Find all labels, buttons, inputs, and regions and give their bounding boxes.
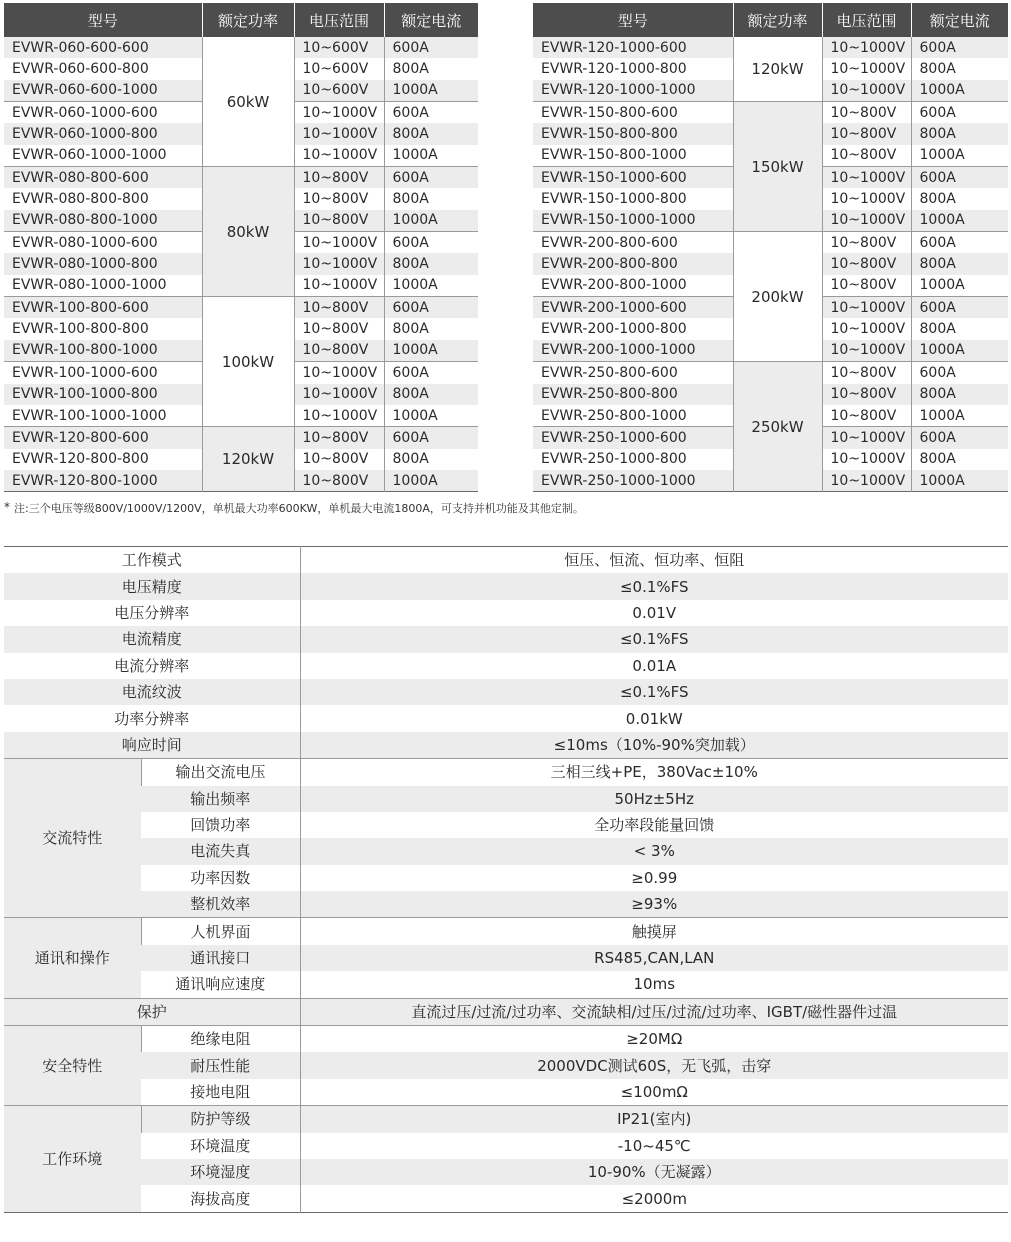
spec-sublabel: 环境温度 [190,1136,251,1155]
model-cell: EVWR-100-1000-600 [4,362,202,384]
header-rated-current: 额定电流 [384,3,478,37]
current-cell: 1000A [384,80,478,102]
voltage-cell: 10~1000V [294,145,384,167]
footnote-text: 注:三个电压等级800V/1000V/1200V，单机最大功率600KW，单机最大电流1800A，可支持并机功能及其他定制。 [14,502,584,515]
spec-row [4,1159,1008,1185]
spec-sublabel: 回馈功率 [190,816,251,835]
spec-row [4,759,1008,786]
voltage-cell: 10~600V [294,80,384,102]
spec-value: ≤0.1%FS [300,679,1008,705]
header-rated-power: 额定功率 [733,3,822,37]
spec-row [4,626,1008,652]
voltage-cell: 10~800V [294,188,384,209]
spec-sublabel: 海拔高度 [190,1189,251,1208]
spec-label: 响应时间 [4,732,300,759]
current-cell: 600A [911,427,1008,449]
spec-row [4,1052,1008,1078]
model-cell: EVWR-150-1000-800 [541,191,687,208]
spec-value: ≥93% [300,891,1008,918]
model-cell: EVWR-150-1000-600 [533,167,733,189]
current-cell: 800A [384,384,478,405]
spec-label-protect: 保护 [4,998,300,1025]
current-cell: 800A [911,384,1008,405]
voltage-cell: 10~1000V [822,58,911,79]
spec-row [4,653,1008,679]
spec-row [4,786,1008,812]
model-cell: EVWR-080-800-800 [12,191,149,208]
spec-row [4,891,1008,918]
spec-sublabel: 环境湿度 [141,1159,300,1185]
spec-row [4,812,1008,838]
current-cell: 1000A [911,80,1008,102]
voltage-cell: 10~1000V [822,188,911,209]
current-cell: 1000A [384,470,478,492]
voltage-cell: 10~800V [822,384,911,405]
table-row [533,37,1008,58]
power-cell: 120kW [733,37,822,102]
model-cell: EVWR-250-800-600 [533,362,733,384]
spec-value: 10-90%（无凝露） [300,1159,1008,1185]
voltage-cell: 10~1000V [822,210,911,232]
spec-label: 电流精度 [4,626,300,652]
voltage-cell: 10~1000V [294,405,384,427]
current-cell: 600A [384,102,478,124]
current-cell: 1000A [911,275,1008,297]
spec-label: 电压分辨率 [114,603,190,622]
voltage-cell: 10~1000V [822,470,911,492]
voltage-cell: 10~800V [822,123,911,144]
voltage-cell: 10~800V [822,253,911,274]
current-cell: 1000A [384,275,478,297]
voltage-cell: 10~800V [822,405,911,427]
spec-value: ≤100mΩ [300,1079,1008,1106]
table-row [533,232,1008,254]
spec-sublabel: 人机界面 [141,918,300,945]
model-cell: EVWR-250-1000-800 [541,451,687,468]
current-cell: 600A [911,232,1008,254]
spec-label: 电压精度 [4,573,300,599]
voltage-cell: 10~800V [294,167,384,189]
model-cell: EVWR-250-800-1000 [541,407,687,424]
spec-value: 触摸屏 [300,918,1008,945]
model-cell: EVWR-250-800-800 [533,384,733,405]
voltage-cell: 10~800V [294,470,384,492]
table-row [533,362,1008,384]
power-cell: 60kW [202,37,294,167]
power-cell: 80kW [202,167,294,297]
spec-sublabel: 电流失真 [141,838,300,864]
voltage-cell: 10~800V [294,210,384,232]
voltage-cell: 10~800V [822,362,911,384]
model-table-left [4,3,478,492]
spec-value: 三相三线+PE，380Vac±10% [300,759,1008,786]
voltage-cell: 10~800V [822,232,911,254]
table-row [4,427,478,449]
voltage-cell: 10~1000V [294,384,384,405]
spec-value: 恒压、恒流、恒功率、恒阻 [300,547,1008,574]
spec-value: 0.01kW [300,705,1008,731]
spec-value: 10ms [300,971,1008,998]
spec-sublabel: 输出交流电压 [141,759,300,786]
model-cell: EVWR-060-1000-800 [4,123,202,144]
spec-sublabel: 绝缘电阻 [141,1026,300,1053]
voltage-cell: 10~1000V [822,340,911,362]
model-cell: EVWR-200-1000-600 [533,297,733,319]
spec-row [4,918,1008,945]
model-cell: EVWR-250-1000-600 [533,427,733,449]
model-cell: EVWR-120-800-600 [4,427,202,449]
header-voltage-range: 电压范围 [822,3,911,37]
power-cell: 250kW [733,362,822,492]
current-cell: 1000A [911,145,1008,167]
spec-row [4,600,1008,626]
spec-sublabel: 通讯接口 [141,945,300,971]
model-cell: EVWR-200-800-600 [533,232,733,254]
spec-value: 0.01V [300,600,1008,626]
model-cell: EVWR-120-1000-800 [541,61,687,78]
footnote-star: * [4,500,10,514]
table-row [533,102,1008,124]
header-model: 型号 [4,3,202,37]
spec-value: IP21(室内) [300,1106,1008,1133]
spec-value: ≥20MΩ [300,1026,1008,1053]
current-cell: 600A [911,297,1008,319]
model-cell: EVWR-100-1000-1000 [12,407,167,424]
current-cell: 800A [384,58,478,79]
current-cell: 800A [384,123,478,144]
model-cell: EVWR-100-800-600 [4,297,202,319]
power-cell: 150kW [733,102,822,232]
current-cell: 800A [384,253,478,274]
model-cell: EVWR-200-800-1000 [541,277,687,294]
model-cell: EVWR-120-1000-600 [533,37,733,58]
model-cell: EVWR-060-1000-600 [4,102,202,124]
current-cell: 800A [384,188,478,209]
voltage-cell: 10~1000V [822,167,911,189]
model-cell: EVWR-080-1000-1000 [12,277,167,294]
model-cell: EVWR-100-800-800 [12,321,149,338]
spec-sublabel: 整机效率 [141,891,300,918]
current-cell: 800A [911,123,1008,144]
model-cell: EVWR-080-800-600 [4,167,202,189]
voltage-cell: 10~1000V [822,297,911,319]
spec-value: -10~45℃ [300,1133,1008,1159]
category-env: 工作环境 [4,1106,141,1213]
spec-value: < 3% [300,838,1008,864]
voltage-cell: 10~600V [294,58,384,79]
voltage-cell: 10~1000V [294,362,384,384]
spec-label: 电流分辨率 [114,656,190,675]
spec-row [4,998,1008,1025]
current-cell: 600A [384,362,478,384]
model-cell: EVWR-120-1000-1000 [533,80,733,102]
current-cell: 1000A [384,145,478,167]
spec-row [4,732,1008,759]
spec-row [4,1026,1008,1053]
spec-row [4,1079,1008,1106]
spec-row [4,838,1008,864]
voltage-cell: 10~800V [822,145,911,167]
header-model: 型号 [533,3,733,37]
current-cell: 600A [911,102,1008,124]
spec-row [4,945,1008,971]
current-cell: 600A [384,232,478,254]
model-table-right [533,3,1008,492]
voltage-cell: 10~1000V [822,427,911,449]
voltage-cell: 10~1000V [822,37,911,58]
current-cell: 800A [384,449,478,470]
spec-value: RS485,CAN,LAN [300,945,1008,971]
voltage-cell: 10~600V [294,37,384,58]
spec-row [4,679,1008,705]
spec-value: ≤2000m [300,1185,1008,1212]
spec-value: 0.01A [300,653,1008,679]
model-cell: EVWR-060-600-600 [4,37,202,58]
voltage-cell: 10~800V [294,297,384,319]
spec-row [4,1185,1008,1212]
table-row [4,297,478,319]
voltage-cell: 10~1000V [294,275,384,297]
current-cell: 600A [911,362,1008,384]
category-comm: 通讯和操作 [4,918,141,998]
model-cell: EVWR-150-800-600 [533,102,733,124]
current-cell: 600A [911,167,1008,189]
voltage-cell: 10~800V [822,102,911,124]
spec-value: ≤0.1%FS [300,626,1008,652]
current-cell: 1000A [911,405,1008,427]
header-voltage-range: 电压范围 [294,3,384,37]
model-cell: EVWR-120-800-800 [12,451,149,468]
model-cell: EVWR-200-800-800 [533,253,733,274]
spec-value: ≤0.1%FS [300,573,1008,599]
spec-row [4,1106,1008,1133]
model-cell: EVWR-150-1000-1000 [533,210,733,232]
spec-value: 50Hz±5Hz [300,786,1008,812]
model-cell: EVWR-080-1000-800 [4,253,202,274]
spec-value: 直流过压/过流/过功率、交流缺相/过压/过流/过功率、IGBT/磁性器件过温 [300,998,1008,1025]
model-cell: EVWR-120-800-1000 [4,470,202,492]
footnote [4,500,584,516]
spec-label: 功率分辨率 [114,709,190,728]
spec-sublabel: 接地电阻 [190,1083,251,1101]
spec-value: ≥0.99 [300,865,1008,891]
header-rated-current: 额定电流 [911,3,1008,37]
model-cell: EVWR-060-600-800 [12,61,149,78]
current-cell: 600A [384,297,478,319]
voltage-cell: 10~1000V [822,318,911,339]
power-cell: 200kW [733,232,822,362]
voltage-cell: 10~1000V [294,253,384,274]
model-cell: EVWR-100-800-1000 [4,340,202,362]
model-cell: EVWR-080-1000-600 [4,232,202,254]
category-safety: 安全特性 [4,1026,141,1106]
spec-value: 2000VDC测试60S，无飞弧，击穿 [300,1052,1008,1078]
current-cell: 1000A [911,340,1008,362]
current-cell: 1000A [384,210,478,232]
voltage-cell: 10~1000V [294,232,384,254]
model-cell: EVWR-080-800-1000 [4,210,202,232]
voltage-cell: 10~1000V [294,123,384,144]
spec-value: ≤10ms（10%-90%突加载） [300,732,1008,759]
spec-row [4,1133,1008,1159]
spec-sublabel: 防护等级 [141,1106,300,1133]
spec-row [4,573,1008,599]
spec-sublabel: 功率因数 [190,868,251,887]
current-cell: 800A [911,58,1008,79]
current-cell: 800A [911,253,1008,274]
voltage-cell: 10~800V [294,318,384,339]
voltage-cell: 10~800V [822,275,911,297]
voltage-cell: 10~800V [294,427,384,449]
table-row [4,37,478,58]
voltage-cell: 10~1000V [294,102,384,124]
header-rated-power: 额定功率 [202,3,294,37]
spec-row [4,971,1008,998]
current-cell: 800A [911,449,1008,470]
current-cell: 600A [384,37,478,58]
current-cell: 600A [911,37,1008,58]
voltage-cell: 10~1000V [822,80,911,102]
spec-label: 工作模式 [121,551,182,570]
current-cell: 1000A [911,470,1008,492]
model-cell: EVWR-200-1000-800 [541,321,687,338]
power-cell: 120kW [202,427,294,492]
spec-row [4,865,1008,891]
current-cell: 800A [384,318,478,339]
voltage-cell: 10~800V [294,449,384,470]
model-cell: EVWR-150-800-800 [533,123,733,144]
spec-row [4,705,1008,731]
voltage-cell: 10~1000V [822,449,911,470]
model-cell: EVWR-150-800-1000 [541,147,687,164]
current-cell: 600A [384,427,478,449]
voltage-cell: 10~800V [294,340,384,362]
spec-sublabel: 通讯响应速度 [175,975,266,994]
spec-sublabel: 耐压性能 [141,1052,300,1078]
current-cell: 1000A [384,340,478,362]
power-cell: 100kW [202,297,294,427]
spec-table [4,546,1008,1213]
current-cell: 1000A [384,405,478,427]
table-row [4,167,478,189]
spec-row [4,547,1008,574]
current-cell: 800A [911,318,1008,339]
spec-label: 电流纹波 [4,679,300,705]
model-cell: EVWR-060-1000-1000 [12,147,167,164]
category-ac: 交流特性 [4,759,141,918]
model-cell: EVWR-250-1000-1000 [533,470,733,492]
model-cell: EVWR-060-600-1000 [4,80,202,102]
spec-sublabel: 输出频率 [141,786,300,812]
current-cell: 600A [384,167,478,189]
model-cell: EVWR-200-1000-1000 [533,340,733,362]
spec-value: 全功率段能量回馈 [300,812,1008,838]
model-cell: EVWR-100-1000-800 [4,384,202,405]
current-cell: 800A [911,188,1008,209]
current-cell: 1000A [911,210,1008,232]
